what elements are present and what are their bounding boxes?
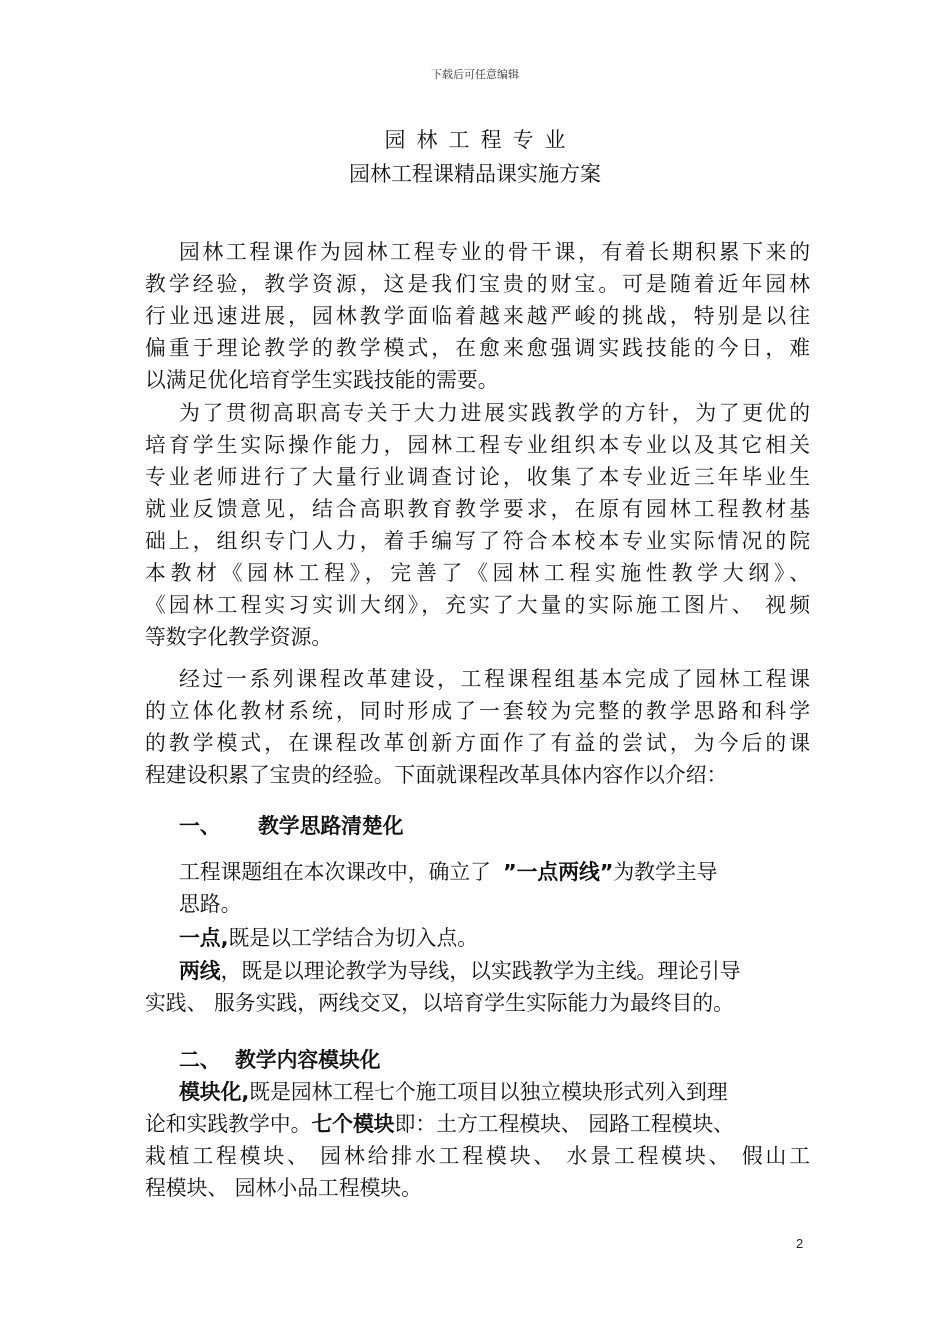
- document-subtitle: 园林工程课精品课实施方案: [349, 162, 601, 186]
- section-2-heading: 教学内容模块化: [235, 1048, 381, 1072]
- section-2-bold-1: 模块化,: [179, 1080, 250, 1104]
- section-1-lines-line-2: 实践、 服务实践，两线交叉，以培育学生实际能力为最终目的。: [145, 991, 734, 1015]
- section-2-text-1: 既是园林工程七个施工项目以独立模块形式列入到理: [249, 1080, 728, 1104]
- paragraph-3-line-3: 的教学模式，在课程改革创新方面作了有益的尝试，为今后的课: [145, 731, 810, 755]
- section-1-intro-bold: ”一点两线”: [502, 860, 614, 884]
- section-1-lines-line-1: [179, 955, 810, 987]
- section-2-text-2a: 论和实践教学中。: [145, 1112, 312, 1136]
- paragraph-2-line-1: 为了贯彻高职高专关于大力进展实践教学的方针，为了更优的: [179, 401, 810, 425]
- section-2-line-3: 栽植工程模块、 园林给排水工程模块、 水景工程模块、 假山工: [145, 1144, 810, 1168]
- section-1-intro-line-1: [179, 856, 810, 888]
- section-1-point-bold: 一点,: [179, 926, 229, 950]
- paragraph-1-line-2: 教学经验，教学资源，这是我们宝贵的财宝。可是随着近年园林: [145, 272, 810, 296]
- section-1-intro-text: 工程课题组在本次课改中，确立了: [179, 860, 491, 884]
- section-1-intro-line-2: 思路。: [179, 892, 242, 916]
- page-number: 2: [796, 1236, 804, 1251]
- paragraph-2-line-4: 就业反馈意见，结合高职教育教学要求，在原有园林工程教材基: [145, 497, 810, 521]
- paragraph-1-line-1: 园林工程课作为园林工程专业的骨干课，有着长期积累下来的: [179, 240, 810, 264]
- section-1-lines-bold: 两线: [179, 959, 221, 983]
- section-1-intro-text-end: 为教学主导: [613, 860, 718, 884]
- paragraph-1-line-5: 以满足优化培育学生实践技能的需要。: [145, 368, 499, 392]
- section-2-line-4: 程模块、 园林小品工程模块。: [145, 1176, 422, 1200]
- paragraph-3-line-4: 程建设积累了宝贵的经验。下面就课程改革具体内容作以介绍：: [145, 763, 728, 787]
- paragraph-1-line-3: 行业迅速进展，园林教学面临着越来越严峻的挑战，特别是以往: [145, 304, 810, 328]
- paragraph-1-line-4: 偏重于理论教学的教学模式，在愈来愈强调实践技能的今日，难: [145, 336, 810, 360]
- paragraph-2-line-2: 培育学生实际操作能力，园林工程专业组织本专业以及其它相关: [145, 433, 810, 457]
- paragraph-2-line-8: 等数字化教学资源。: [145, 625, 333, 649]
- section-2-line-2: [145, 1108, 810, 1140]
- section-2-text-2b: 即：土方工程模块、 园路工程模块、: [394, 1112, 734, 1136]
- paragraph-2-line-7: 《园林工程实习实训大纲》，充实了大量的实际施工图片、 视频: [145, 593, 810, 617]
- section-2-bold-2: 七个模块: [311, 1112, 395, 1136]
- paragraph-2-line-3: 专业老师进行了大量行业调查讨论，收集了本专业近三年毕业生: [145, 465, 810, 489]
- section-1-lines-text: ，既是以理论教学为导线，以实践教学为主线。理论引导: [220, 959, 741, 983]
- paragraph-3-line-2: 的立体化教材系统，同时形成了一套较为完整的教学思路和科学: [145, 699, 810, 723]
- section-2-number: 二、: [179, 1048, 221, 1072]
- section-1-point-line: [179, 922, 810, 954]
- header-note: 下载后可任意编辑: [431, 68, 519, 81]
- section-1-point-text: 既是以工学结合为切入点。: [228, 926, 479, 950]
- section-1-heading: 教学思路清楚化: [258, 814, 404, 838]
- section-2-line-1: [179, 1076, 810, 1108]
- paragraph-3-line-1: 经过一系列课程改革建设，工程课程组基本完成了园林工程课: [179, 667, 810, 691]
- document-title: 园林工程专业: [384, 128, 577, 152]
- section-1-number: 一、: [179, 814, 221, 838]
- paragraph-2-line-6: 本教材《园林工程》，完善了《园林工程实施性教学大纲》、: [145, 561, 810, 585]
- paragraph-2-line-5: 础上，组织专门人力，着手编写了符合本校本专业实际情况的院: [145, 529, 810, 553]
